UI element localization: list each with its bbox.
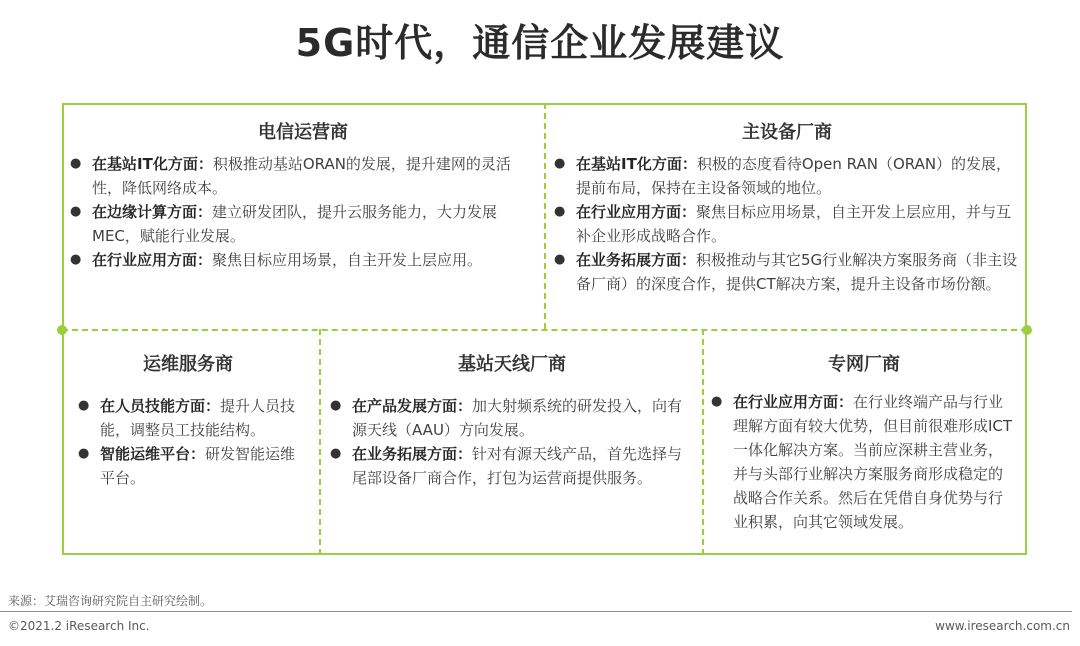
item-label: 在基站IT化方面：: [576, 155, 697, 173]
item-text: 研发智能运维平台。: [100, 445, 296, 487]
panel-heading: 专网厂商: [828, 354, 900, 375]
list-item: [711, 390, 1017, 534]
panel-heading: 基站天线厂商: [458, 354, 566, 375]
item-label: 在产品发展方面：: [352, 397, 473, 415]
row-divider: [62, 329, 1027, 331]
item-text: 聚焦目标应用场景，自主开发上层应用。: [212, 251, 483, 269]
item-text: 在行业终端产品与行业理解方面有较大优势，但目前很难形成ICT一体化解决方案。当前应深耕主营业务，并与头部行业解决方案服务商形成稳定的战略合作关系。然后在凭借自身优势与行业积累，向其它领域发展。: [733, 393, 1013, 531]
item-text: 聚焦目标应用场景，自主开发上层应用，并与互补企业形成战略合作。: [576, 203, 1012, 245]
item-text: 积极推动基站ORAN的发展，提升建网的灵活性，降低网络成本。: [92, 155, 511, 197]
list-item: [78, 394, 298, 442]
panel-private-network-vendors: [711, 350, 1017, 534]
top-column-divider: [544, 103, 546, 329]
item-label: 在边缘计算方面：: [92, 203, 213, 221]
copyright: ©2021.2 iResearch Inc.: [8, 619, 150, 633]
list-item: [330, 394, 694, 442]
website-link[interactable]: www.iresearch.com.cn: [935, 619, 1070, 633]
list-item: [330, 442, 694, 490]
footer-divider: [0, 611, 1072, 612]
panel-heading: 电信运营商: [258, 122, 348, 143]
panel-equipment-vendors: [554, 118, 1020, 296]
item-label: 智能运维平台：: [100, 445, 206, 463]
item-label: 在行业应用方面：: [92, 251, 213, 269]
item-label: 在行业应用方面：: [576, 203, 697, 221]
bottom-column-divider-right: [702, 329, 704, 555]
bottom-column-divider-left: [319, 329, 321, 555]
panel-antenna-vendors: [330, 350, 694, 490]
item-label: 在人员技能方面：: [100, 397, 221, 415]
item-label: 在业务拓展方面：: [352, 445, 473, 463]
item-label: 在基站IT化方面：: [92, 155, 213, 173]
panel-ops-providers: [78, 350, 298, 490]
divider-dot-left: [57, 325, 67, 335]
item-text: 提升人员技能，调整员工技能结构。: [100, 397, 296, 439]
list-item: [70, 248, 536, 272]
panel-telecom-operators: [70, 118, 536, 272]
item-text: 针对有源天线产品，首先选择与尾部设备厂商合作，打包为运营商提供服务。: [352, 445, 683, 487]
panel-heading: 主设备厂商: [742, 122, 832, 143]
list-item: [554, 200, 1020, 248]
list-item: [78, 442, 298, 490]
page-title: 5G时代，通信企业发展建议: [295, 21, 785, 65]
list-item: [70, 200, 536, 248]
item-label: 在业务拓展方面：: [576, 251, 697, 269]
item-text: 积极推动与其它5G行业解决方案服务商（非主设备厂商）的深度合作，提供CT解决方案，提升主设备市场份额。: [576, 251, 1018, 293]
list-item: [70, 152, 536, 200]
source-note: 来源：艾瑞咨询研究院自主研究绘制。: [8, 594, 213, 608]
list-item: [554, 152, 1020, 200]
item-text: 建立研发团队，提升云服务能力，大力发展MEC，赋能行业发展。: [92, 203, 498, 245]
item-text: 积极的态度看待Open RAN（ORAN）的发展，提前布局，保持在主设备领域的地位。: [576, 155, 1012, 197]
panel-heading: 运维服务商: [143, 354, 233, 375]
item-label: 在行业应用方面：: [733, 393, 854, 411]
item-text: 加大射频系统的研发投入，向有源天线（AAU）方向发展。: [352, 397, 683, 439]
list-item: [554, 248, 1020, 296]
divider-dot-right: [1022, 325, 1032, 335]
